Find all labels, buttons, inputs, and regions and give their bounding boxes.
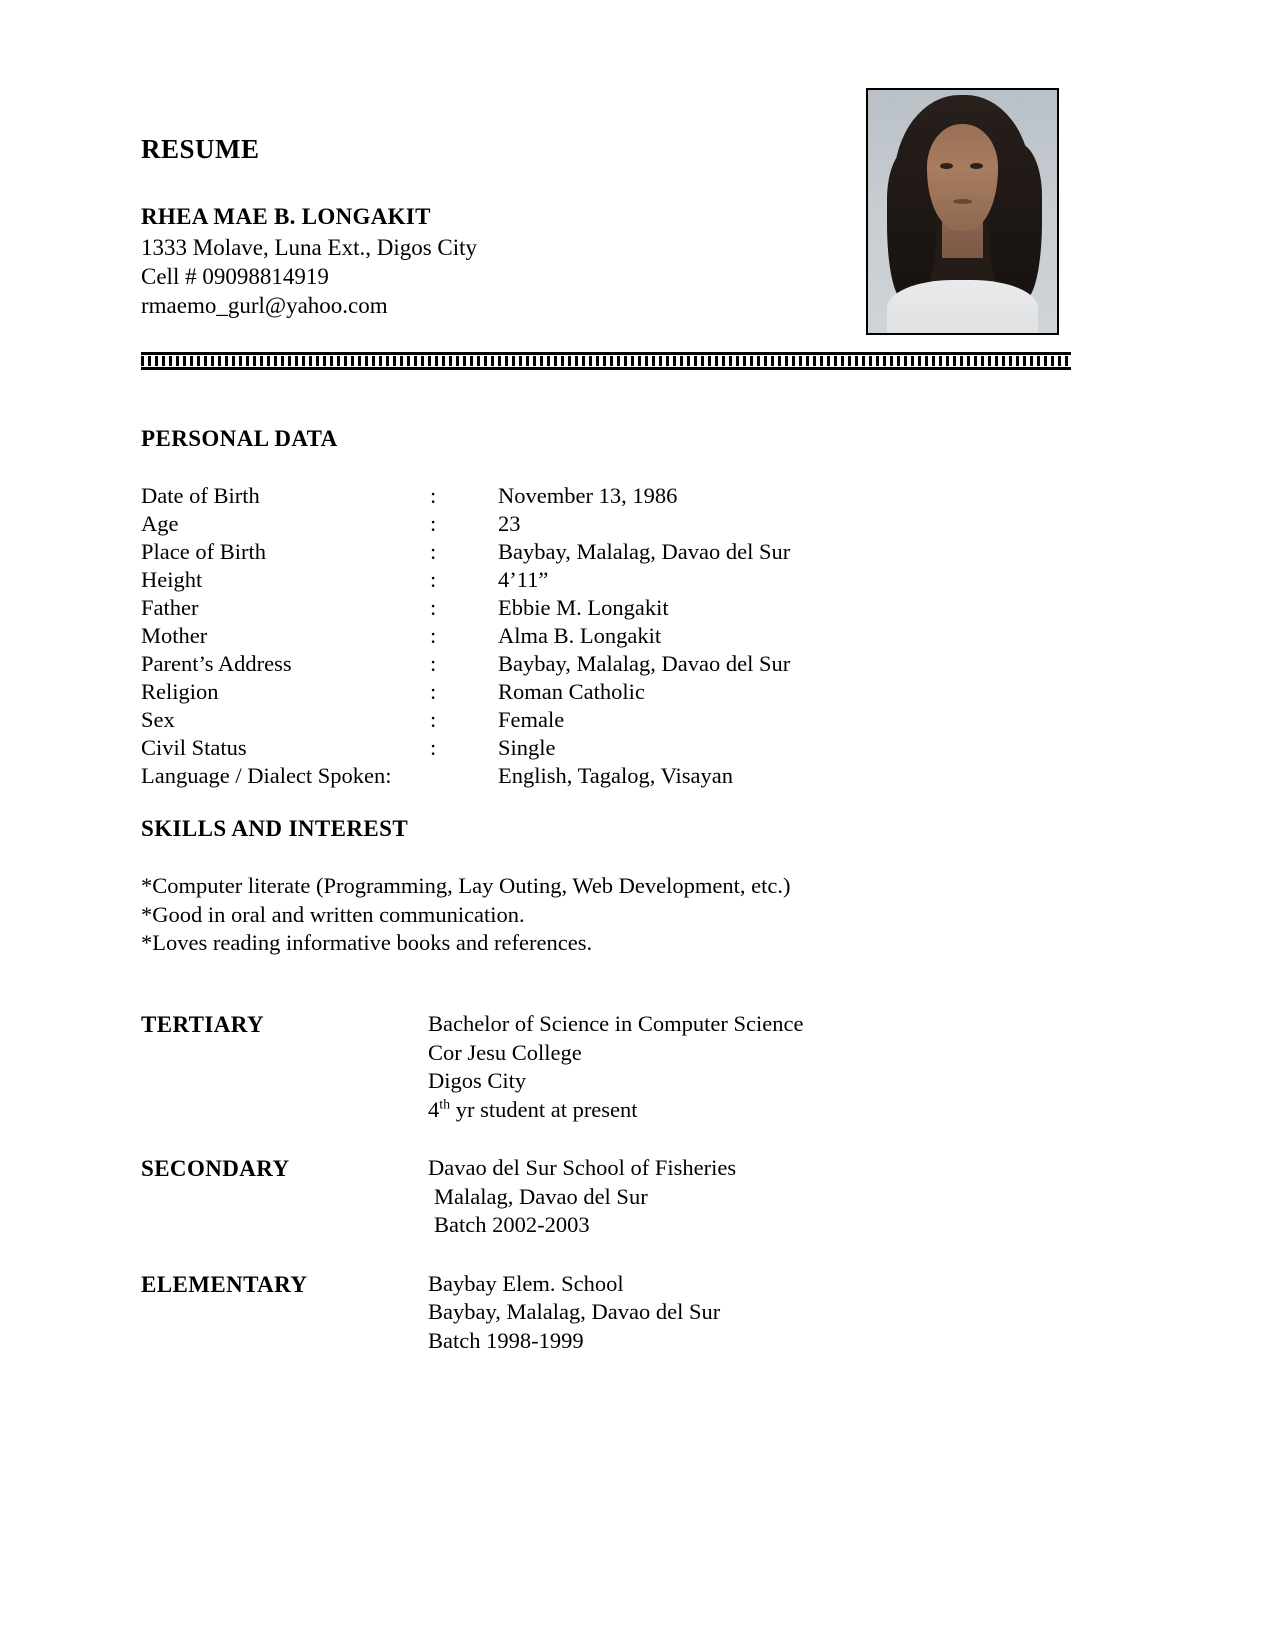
list-item: *Computer literate (Programming, Lay Outing, Web Development, etc.) [141,873,791,898]
row-value: English, Tagalog, Visayan [498,763,733,788]
personal-data-table [141,482,1041,790]
table-row [141,650,1041,678]
education-line: Bachelor of Science in Computer Science [428,1011,804,1036]
row-label: Date of Birth [141,483,260,508]
row-value: Roman Catholic [498,679,645,704]
table-row [141,762,1041,790]
table-row [141,706,1041,734]
table-row [141,594,1041,622]
education-level-label: TERTIARY [141,1012,264,1037]
education-detail [428,1010,1091,1124]
year-status-text: yr student at present [450,1096,638,1122]
education-line: Cor Jesu College [428,1039,582,1065]
row-label: Religion [141,679,219,704]
row-value: Baybay, Malalag, Davao del Sur [498,539,791,564]
row-colon: : [430,483,437,508]
row-value: 4’11” [498,567,549,592]
decorative-divider [141,352,1071,370]
table-row [141,622,1041,650]
row-label: Civil Status [141,735,247,760]
header-block [141,135,781,321]
education-line-year-status [428,1096,1091,1125]
education-line: Digos City [428,1068,527,1093]
row-value: November 13, 1986 [498,483,678,508]
applicant-email: rmaemo_gurl@yahoo.com [141,293,388,319]
row-label: Father [141,595,199,620]
applicant-address: 1333 Molave, Luna Ext., Digos City [141,235,478,261]
row-label: Age [141,511,179,536]
divider-pattern [141,356,1071,366]
row-colon: : [430,567,437,592]
row-colon: : [430,623,437,648]
page-title: RESUME [141,134,260,164]
row-value: Female [498,707,565,732]
photo-background [868,90,1057,333]
row-colon: : [430,539,437,564]
education-section [141,1010,1091,1385]
row-label: Place of Birth [141,539,266,564]
education-line: Baybay Elem. School [428,1270,624,1296]
table-row [141,566,1041,594]
applicant-name: RHEA MAE B. LONGAKIT [141,203,431,229]
education-line: Batch 2002-2003 [434,1212,590,1237]
year-number: 4 [428,1096,440,1122]
row-colon: : [430,595,437,620]
row-colon: : [430,511,437,536]
photo-shoulders [887,280,1038,333]
table-row [141,510,1041,538]
list-item: *Loves reading informative books and references. [141,930,593,955]
row-colon: : [430,679,437,704]
year-ordinal-suffix: th [439,1097,451,1112]
education-entry-elementary [141,1270,1091,1356]
education-line: Malalag, Davao del Sur [434,1183,648,1209]
row-label: Mother [141,623,208,648]
education-line: Baybay, Malalag, Davao del Sur [428,1299,721,1324]
row-colon: : [430,707,437,732]
education-line: Batch 1998-1999 [428,1327,584,1353]
row-label: Language / Dialect Spoken: [141,763,392,788]
table-row [141,482,1041,510]
applicant-phone: Cell # 09098814919 [141,264,329,290]
skills-list [141,872,1091,958]
row-label: Parent’s Address [141,651,292,676]
education-level-label: ELEMENTARY [141,1271,308,1297]
section-heading-skills: SKILLS AND INTEREST [141,816,409,841]
portrait-photo [866,88,1059,335]
divider-rule-bottom [141,367,1071,370]
row-label: Sex [141,707,175,732]
education-detail [428,1154,1091,1240]
row-value: Ebbie M. Longakit [498,595,669,620]
education-entry-tertiary [141,1010,1091,1124]
photo-face [927,124,999,231]
education-line: Davao del Sur School of Fisheries [428,1155,737,1180]
row-value: 23 [498,511,521,536]
row-value: Alma B. Longakit [498,623,662,648]
table-row [141,734,1041,762]
row-colon: : [430,651,437,676]
section-heading-personal-data: PERSONAL DATA [141,426,338,451]
row-value: Single [498,735,556,760]
list-item: *Good in oral and written communication. [141,901,525,927]
education-detail [428,1270,1091,1356]
table-row [141,678,1041,706]
row-label: Height [141,567,203,592]
row-value: Baybay, Malalag, Davao del Sur [498,651,791,676]
education-level-label: SECONDARY [141,1156,290,1181]
table-row [141,538,1041,566]
row-colon: : [430,735,437,760]
divider-rule-top [141,352,1071,355]
education-entry-secondary [141,1154,1091,1240]
